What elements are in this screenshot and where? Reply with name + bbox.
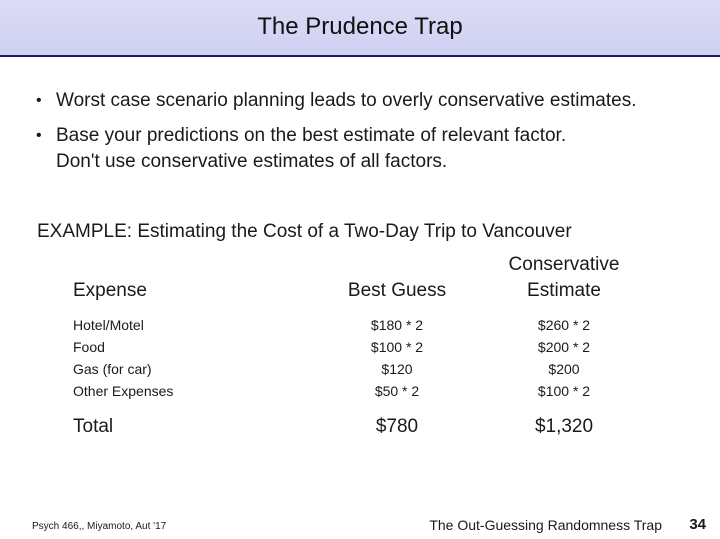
example-heading: EXAMPLE: Estimating the Cost of a Two-Day Trip to Vancouver xyxy=(37,221,572,242)
total-conservative: $1,320 xyxy=(534,416,594,437)
footer-lecture-title: The Out-Guessing Randomness Trap xyxy=(429,517,662,533)
title-bar xyxy=(0,0,720,57)
row-expense: Other Expenses xyxy=(73,383,174,399)
row-best-guess: $50 * 2 xyxy=(374,383,420,399)
header-expense: Expense xyxy=(73,280,147,301)
bullet-item xyxy=(36,88,696,114)
row-expense: Food xyxy=(73,339,105,355)
total-best-guess: $780 xyxy=(375,416,419,437)
bullet-icon: • xyxy=(36,92,42,109)
bullet-text: Base your predictions on the best estimate of relevant factor. xyxy=(56,125,567,146)
header-conservative-line1: Conservative xyxy=(508,254,620,275)
slide-title: The Prudence Trap xyxy=(257,13,463,40)
row-conservative: $260 * 2 xyxy=(537,317,591,333)
row-best-guess: $100 * 2 xyxy=(370,339,424,355)
header-conservative-line2: Estimate xyxy=(527,280,601,301)
footer-course-info: Psych 466,, Miyamoto, Aut '17 xyxy=(32,521,167,532)
bullet-text-continued: Don't use conservative estimates of all factors. xyxy=(56,151,448,172)
bullet-item xyxy=(36,123,696,175)
bullet-text: Worst case scenario planning leads to overly conservative estimates. xyxy=(56,90,637,111)
row-best-guess: $180 * 2 xyxy=(370,317,424,333)
total-label: Total xyxy=(73,416,114,437)
row-expense: Hotel/Motel xyxy=(73,317,144,333)
bullet-icon: • xyxy=(36,127,42,144)
row-conservative: $100 * 2 xyxy=(537,383,591,399)
row-best-guess: $120 xyxy=(381,361,413,377)
row-expense: Gas (for car) xyxy=(73,361,152,377)
page-number: 34 xyxy=(689,516,706,533)
row-conservative: $200 * 2 xyxy=(537,339,591,355)
bullet-list xyxy=(36,88,696,184)
header-best-guess: Best Guess xyxy=(347,280,447,301)
row-conservative: $200 xyxy=(548,361,580,377)
